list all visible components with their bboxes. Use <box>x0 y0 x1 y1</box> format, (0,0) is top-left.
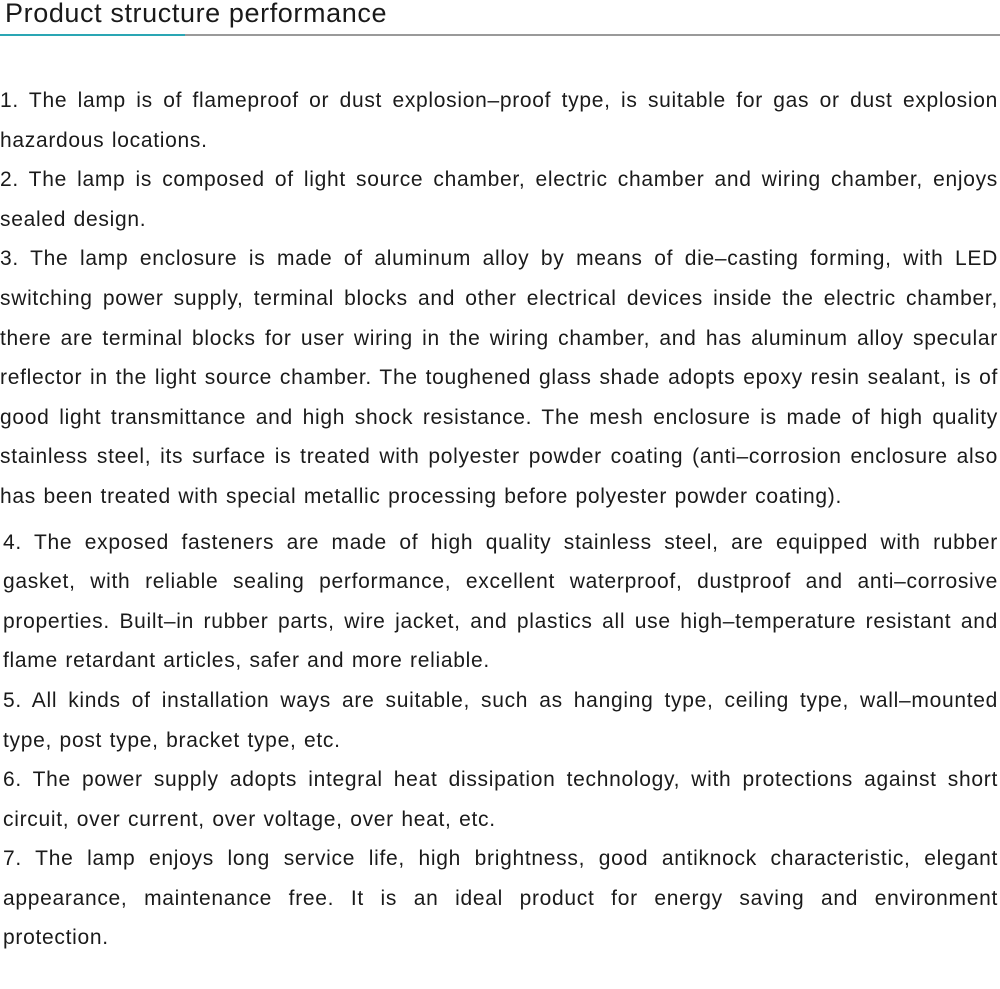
feature-paragraph-4: 4. The exposed fasteners are made of high quality stainless steel, are equipped with rubber gasket, with reliable sealing performance, excellent waterproof, dustproof and anti–corrosive properties. Built–in rubber parts, wire jacket, and plastics all use high–temperature resistant and flame retardant articles, safer and more reliable. <box>3 530 998 673</box>
header-accent-bar <box>0 34 185 36</box>
section-title: Product structure performance <box>5 0 388 28</box>
feature-paragraph-7: 7. The lamp enjoys long service life, high brightness, good antiknock characteristic, elegant appearance, maintenance free. It is an ideal product for energy saving and environment protection. <box>3 847 998 950</box>
feature-paragraph-3: 3. The lamp enclosure is made of aluminum alloy by means of die–casting forming, with LED switching power supply, terminal blocks and other electrical devices inside the electric chamber, there are terminal blocks for user wiring in the wiring chamber, and has aluminum alloy specular reflector in the light source chamber. The toughened glass shade adopts epoxy resin sealant, is of good light transmittance and high shock resistance. The mesh enclosure is made of high quality stainless steel, its surface is treated with polyester powder coating (anti–corrosion enclosure also has been treated with special metallic processing before polyester powder coating). <box>0 247 998 508</box>
feature-paragraph-6: 6. The power supply adopts integral heat dissipation technology, with protections against short circuit, over current, over voltage, over heat, etc. <box>3 768 998 831</box>
feature-paragraph-5: 5. All kinds of installation ways are suitable, such as hanging type, ceiling type, wall–mounted type, post type, bracket type, etc. <box>3 688 998 752</box>
feature-paragraph-2: 2. The lamp is composed of light source chamber, electric chamber and wiring chamber, enjoys sealed design. <box>0 168 998 231</box>
feature-paragraph-1: 1. The lamp is of flameproof or dust explosion–proof type, is suitable for gas or dust explosion hazardous locations. <box>0 89 998 152</box>
section-header <box>0 0 1000 40</box>
feature-list <box>0 81 998 958</box>
